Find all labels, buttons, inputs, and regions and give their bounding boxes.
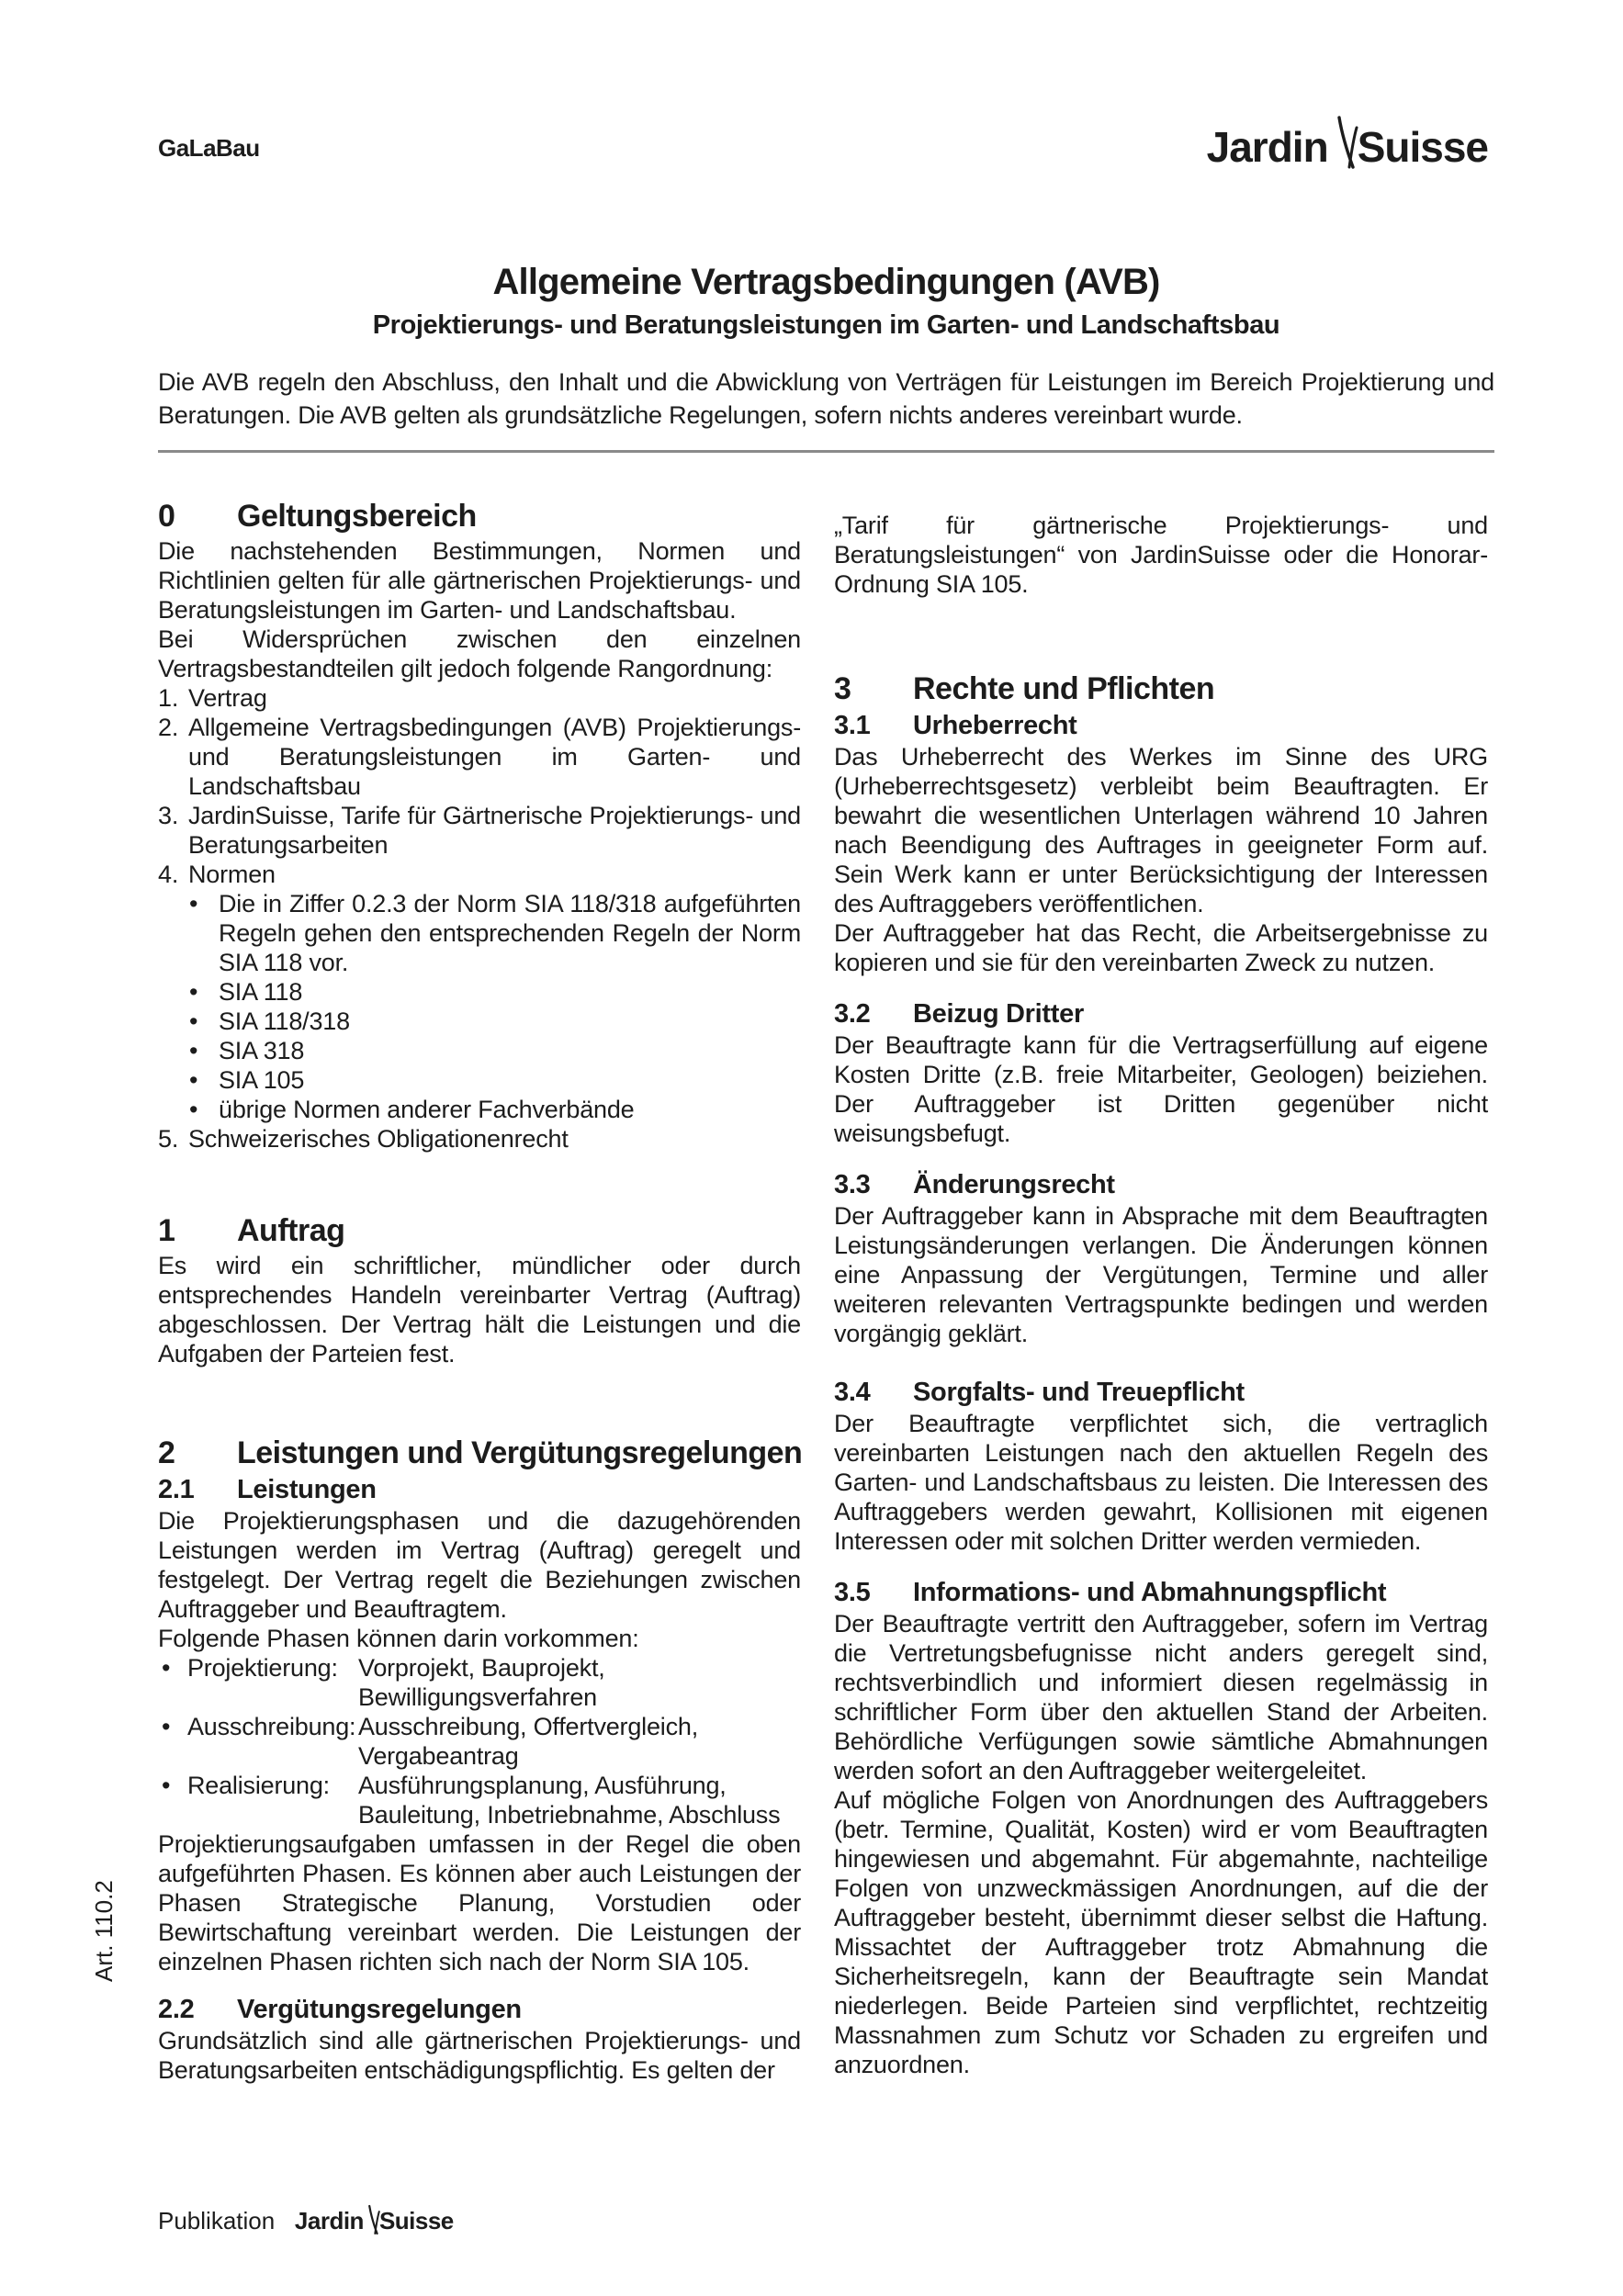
paragraph: Die nachstehenden Bestimmungen, Normen und Richtlinien gelten für alle gärtnerischen Projektierungs- und Beratungsleistungen im Garten- und Landschaftsbau. [158, 537, 801, 624]
logo-text-suisse: Suisse [1357, 123, 1488, 171]
section-3-3-heading [834, 1168, 1488, 1201]
logo-text-jardin: Jardin [1206, 123, 1328, 171]
footer [158, 2204, 454, 2242]
phase-detail: Ausführungsplanung, Ausführung, Bauleitung, Inbetriebnahme, Abschluss [358, 1772, 781, 1829]
paragraph: Projektierungsaufgaben umfassen in der Regel die oben aufgeführten Phasen. Es können aber auch Leistungen der Phasen Strategische Planung, Vorstudien oder Bewirtschaftung vereinbart werden. Die Leistungen der einzelnen Phasen richten sich nach der Norm SIA 105. [158, 1830, 801, 1975]
intro-paragraph: Die AVB regeln den Abschluss, den Inhalt und die Abwicklung von Verträgen für Leistungen im Bereich Projektierung und Beratungen. Die AVB gelten als grundsätzliche Regelungen, sofern nichts anderes vereinbart wurde. [158, 368, 1494, 429]
paragraph: Der Auftraggeber kann in Absprache mit dem Beauftragten Leistungsänderungen verlangen. Die Änderungen können eine Anpassung der Vergütungen, Termine und aller weiteren relevanten Vertragspunkte bedingen und werden vorgängig geklärt. [834, 1202, 1488, 1347]
list-number: 1. [158, 684, 179, 712]
paragraph: Das Urheberrecht des Werkes im Sinne des URG (Urheberrechtsgesetz) verbleibt beim Beauftragten. Er bewahrt die wesentlichen Unterlagen während 10 Jahren nach Beendigung des Auftrages in geeigneter Form auf. Sein Werk kann er unter Berücksichtigung der Interessen des Auftraggebers veröffentlichen. [834, 743, 1488, 917]
subsection-number: 2.1 [158, 1475, 195, 1504]
list-number: 5. [158, 1125, 179, 1153]
bullet-marker: • [162, 1772, 171, 1799]
section-number: 3 [834, 671, 851, 706]
list-item [158, 713, 801, 801]
list-item-text: Allgemeine Vertragsbedingungen (AVB) Projektierungs- und Beratungsleistungen im Garten- und Landschaftsbau [188, 714, 801, 800]
logo-text-jardin: Jardin [294, 2207, 364, 2234]
list-item [158, 801, 801, 860]
bullet-marker: • [162, 1654, 171, 1682]
bullet-item [189, 1065, 801, 1095]
paragraph: Die Projektierungsphasen und die dazugehörenden Leistungen werden im Vertrag (Auftrag) geregelt und festgelegt. Der Vertrag regelt die Beziehungen zwischen Auftraggeber und Beauftragtem. [158, 1507, 801, 1623]
section-2-1-heading [158, 1473, 801, 1506]
bullet-marker: • [162, 1713, 171, 1740]
document-title: Allgemeine Vertragsbedingungen (AVB) [492, 262, 1160, 302]
subsection-number: 3.1 [834, 711, 871, 740]
section-2-2-heading [158, 1993, 801, 2026]
logo-text-suisse: Suisse [378, 2207, 454, 2234]
list-item-text: Schweizerisches Obligationenrecht [188, 1125, 569, 1153]
phase-item [158, 1771, 801, 1829]
subsection-number: 3.2 [834, 999, 871, 1029]
bullet-item [189, 1036, 801, 1065]
section-1-heading [158, 1210, 801, 1251]
footer-jardinsuisse-logo [295, 2207, 454, 2234]
subsection-number: 2.2 [158, 1995, 195, 2024]
bullet-marker: • [189, 1037, 198, 1064]
list-item-text: Normen [188, 861, 276, 888]
subsection-title: Vergütungsregelungen [237, 1995, 522, 2024]
right-column [834, 498, 1488, 2079]
subsection-title: Informations- und Abmahnungspflicht [913, 1578, 1387, 1607]
list-number: 2. [158, 714, 179, 741]
section-number: 1 [158, 1213, 175, 1248]
document-subtitle: Projektierungs- und Beratungsleistungen im Garten- und Landschaftsbau [372, 310, 1280, 340]
section-title: Auftrag [237, 1213, 345, 1248]
bullet-text: SIA 118/318 [219, 1007, 350, 1035]
phase-label: Ausschreibung: [187, 1713, 356, 1740]
list-number: 4. [158, 861, 179, 888]
paragraph: Der Beauftragte verpflichtet sich, die vertraglich vereinbarten Leistungen nach den aktuellen Regeln des Garten- und Landschaftsbaus zu leisten. Die Interessen des Auftraggebers werden gewahrt, Kollisionen mit eigenen Interessen oder mit solchen Dritter werden vermieden. [834, 1410, 1488, 1555]
jardinsuisse-grass-icon [1327, 116, 1360, 179]
section-title: Geltungsbereich [237, 499, 477, 534]
subsection-number: 3.3 [834, 1170, 871, 1199]
bullet-item [189, 889, 801, 977]
horizontal-divider [158, 450, 1494, 453]
phase-detail: Ausschreibung, Offertvergleich, Vergabeantrag [358, 1713, 698, 1770]
bullet-text: übrige Normen anderer Fachverbände [219, 1096, 635, 1123]
footer-label: Publikation [158, 2207, 276, 2234]
left-column [158, 496, 801, 2085]
paragraph: Der Auftraggeber hat das Recht, die Arbeitsergebnisse zu kopieren und sie für den vereinbarten Zweck zu nutzen. [834, 919, 1488, 976]
title-block [158, 261, 1494, 342]
paragraph: Folgende Phasen können darin vorkommen: [158, 1625, 639, 1652]
brand-galabau: GaLaBau [158, 134, 260, 162]
norm-bullet-list [189, 889, 801, 1124]
phase-label: Projektierung: [187, 1654, 338, 1682]
paragraph: Der Beauftragte kann für die Vertragserfüllung auf eigene Kosten Dritte (z.B. freie Mitarbeiter, Geologen) beiziehen. Der Auftraggeber ist Dritten gegenüber nicht weisungsbefugt. [834, 1031, 1488, 1147]
list-item-text: Vertrag [188, 684, 267, 712]
continuation-paragraph: „Tarif für gärtnerische Projektierungs- und Beratungsleistungen“ von JardinSuisse oder die Honorar-Ordnung SIA 105. [834, 512, 1488, 598]
subsection-title: Änderungsrecht [913, 1170, 1115, 1199]
bullet-text: Die in Ziffer 0.2.3 der Norm SIA 118/318 aufgeführten Regeln gehen den entsprechenden Regeln der Norm SIA 118 vor. [219, 890, 801, 976]
bullet-marker: • [189, 1096, 198, 1123]
bullet-marker: • [189, 890, 198, 917]
section-3-5-heading [834, 1576, 1488, 1609]
section-0-heading [158, 496, 801, 536]
list-item [158, 683, 801, 713]
section-3-heading [834, 669, 1488, 709]
subsection-title: Sorgfalts- und Treuepflicht [913, 1378, 1245, 1407]
section-title: Rechte und Pflichten [913, 671, 1215, 706]
phase-label: Realisierung: [187, 1772, 330, 1799]
bullet-text: SIA 105 [219, 1066, 305, 1094]
section-3-1-heading [834, 709, 1488, 742]
paragraph: Auf mögliche Folgen von Anordnungen des Auftraggebers (betr. Termine, Qualität, Kosten) wird er vom Beauftragten hingewiesen und abgemahnt. Für abgemahnte, nachteilige Folgen von unzweckmässigen Anordnungen, auf die der Auftraggeber besteht, übernimmt dieser selbst die Haftung. Missachtet der Auftraggeber trotz Abmahnung die Sicherheitsregeln, kann der Beauftragte sein Mandat niederlegen. Beide Parteien sind verpflichtet, rechtzeitig Massnahmen zum Schutz vor Schaden zu ergreifen und anzuordnen. [834, 1786, 1488, 2078]
section-3-2-heading [834, 997, 1488, 1030]
list-item-text: JardinSuisse, Tarife für Gärtnerische Projektierungs- und Beratungsarbeiten [188, 802, 801, 859]
list-item [158, 860, 801, 889]
jardinsuisse-logo [1207, 116, 1488, 179]
bullet-marker: • [189, 978, 198, 1006]
phase-detail: Vorprojekt, Bauprojekt, Bewilligungsverfahren [358, 1654, 605, 1711]
article-number-side-label: Art. 110.2 [90, 1880, 118, 1982]
paragraph: Grundsätzlich sind alle gärtnerischen Projektierungs- und Beratungsarbeiten entschädigungspflichtig. Es gelten der [158, 2027, 801, 2084]
bullet-marker: • [189, 1007, 198, 1035]
section-number: 2 [158, 1435, 175, 1470]
subsection-title: Beizug Dritter [913, 999, 1084, 1029]
list-number: 3. [158, 802, 179, 829]
phase-item [158, 1653, 801, 1712]
bullet-text: SIA 318 [219, 1037, 305, 1064]
list-item [158, 1124, 801, 1154]
paragraph: Bei Widersprüchen zwischen den einzelnen Vertragsbestandteilen gilt jedoch folgende Rangordnung: [158, 625, 801, 682]
bullet-item [189, 1095, 801, 1124]
phase-item [158, 1712, 801, 1771]
bullet-item [189, 1007, 801, 1036]
bullet-text: SIA 118 [219, 978, 303, 1006]
subsection-title: Leistungen [237, 1475, 377, 1504]
paragraph: Der Beauftragte vertritt den Auftraggeber, sofern im Vertrag die Vertretungsbefugnisse nicht anders geregelt sind, rechtsverbindlich und informiert diesen regelmässig in schriftlicher Form über den aktuellen Stand der Arbeiten. Behördliche Verfügungen sowie sämtliche Abmahnungen werden sofort an den Auftraggeber weitergeleitet. [834, 1610, 1488, 1784]
bullet-item [189, 977, 801, 1007]
section-2-heading [158, 1433, 801, 1473]
paragraph: Es wird ein schriftlicher, mündlicher oder durch entsprechendes Handeln vereinbarter Vertrag (Auftrag) abgeschlossen. Der Vertrag hält die Leistungen und die Aufgaben der Parteien fest. [158, 1252, 801, 1367]
jardinsuisse-grass-icon [363, 2204, 381, 2242]
subsection-title: Urheberrecht [913, 711, 1077, 740]
section-number: 0 [158, 499, 175, 534]
bullet-marker: • [189, 1066, 198, 1094]
subsection-number: 3.5 [834, 1578, 871, 1607]
section-3-4-heading [834, 1376, 1488, 1409]
section-title: Leistungen und Vergütungsregelungen [237, 1435, 803, 1470]
subsection-number: 3.4 [834, 1378, 871, 1407]
